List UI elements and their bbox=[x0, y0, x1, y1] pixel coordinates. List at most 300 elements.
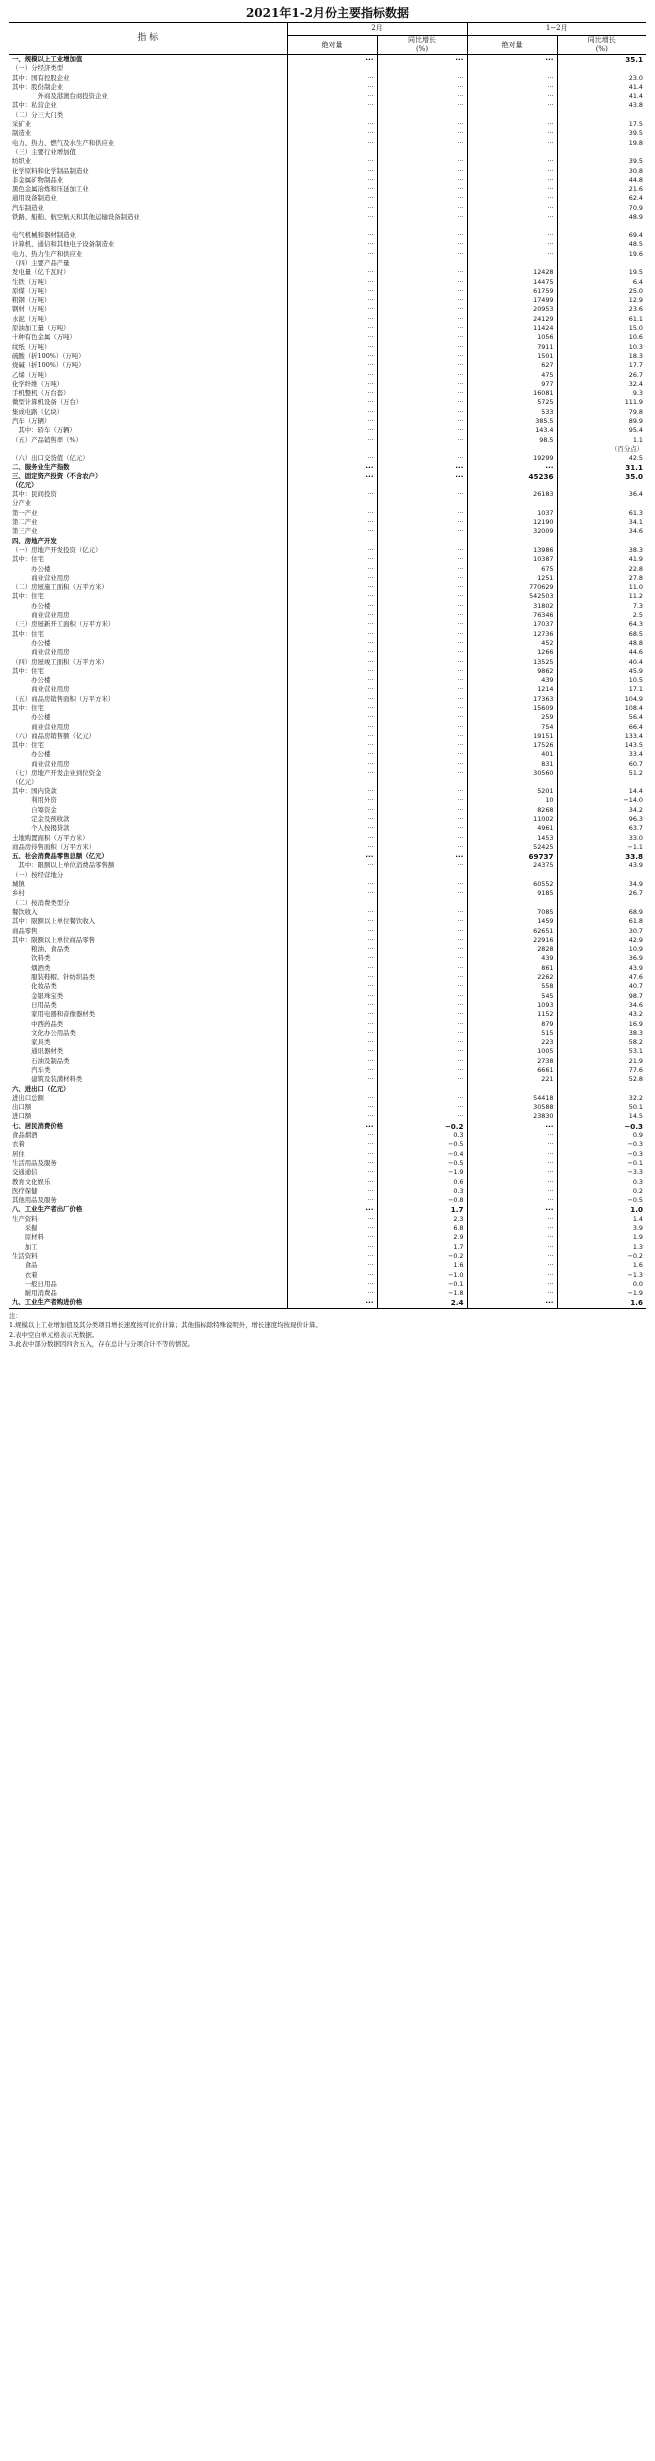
row-label: 教育文化娱乐 bbox=[9, 1178, 287, 1187]
row-value: ··· bbox=[467, 185, 557, 194]
row-value: −1.9 bbox=[377, 1168, 467, 1177]
table-row bbox=[9, 111, 646, 120]
row-value: ··· bbox=[377, 398, 467, 407]
row-value bbox=[377, 537, 467, 546]
table-row bbox=[9, 992, 646, 1001]
row-value: 76346 bbox=[467, 611, 557, 620]
row-value: 13525 bbox=[467, 658, 557, 667]
table-row bbox=[9, 964, 646, 973]
row-label: （一）按经营地分 bbox=[9, 871, 287, 880]
row-value: 50.1 bbox=[628, 1103, 643, 1112]
row-value bbox=[287, 148, 377, 157]
row-value: 31.1 bbox=[625, 462, 643, 472]
row-value: ··· bbox=[467, 1150, 557, 1159]
row-value: 10.3 bbox=[628, 342, 643, 351]
row-label: 汽车（万辆） bbox=[9, 417, 287, 426]
row-value: ··· bbox=[467, 1187, 557, 1196]
row-value: ··· bbox=[377, 611, 467, 620]
row-value: ··· bbox=[287, 760, 377, 769]
row-value: 11424 bbox=[467, 324, 557, 333]
row-value: 515 bbox=[467, 1029, 557, 1038]
row-value: 1.6 bbox=[377, 1261, 467, 1270]
table-row bbox=[9, 936, 646, 945]
row-label: 利用外资 bbox=[9, 796, 287, 805]
row-value: 38.3 bbox=[628, 1028, 643, 1037]
row-value: 39.5 bbox=[628, 129, 643, 138]
row-value: 1501 bbox=[467, 352, 557, 361]
row-value: 439 bbox=[467, 676, 557, 685]
row-label: 通讯器材类 bbox=[9, 1047, 287, 1056]
row-label: 四、房地产开发 bbox=[9, 537, 287, 546]
row-value: ··· bbox=[287, 398, 377, 407]
row-value: −1.1 bbox=[627, 842, 643, 851]
table-row bbox=[9, 695, 646, 704]
row-value: ··· bbox=[377, 555, 467, 564]
table-row bbox=[9, 769, 646, 787]
table-row bbox=[9, 806, 646, 815]
row-value: 56.4 bbox=[628, 713, 643, 722]
row-value: 66.4 bbox=[628, 722, 643, 731]
row-value: 0.0 bbox=[632, 1279, 643, 1288]
table-row bbox=[9, 750, 646, 759]
row-value: ··· bbox=[377, 296, 467, 305]
row-label: 商业营业用房 bbox=[9, 648, 287, 657]
row-value: 6.4 bbox=[632, 277, 643, 286]
row-label: 其中：民间投资 bbox=[9, 490, 287, 499]
row-label: （六）出口交货值（亿元） bbox=[9, 454, 287, 463]
row-label: （五）商品房销售面积（万平方米） bbox=[9, 695, 287, 704]
row-value: ··· bbox=[287, 602, 377, 611]
table-row bbox=[9, 371, 646, 380]
row-value: ··· bbox=[287, 927, 377, 936]
row-value: 21.9 bbox=[628, 1056, 643, 1065]
row-value: ··· bbox=[377, 704, 467, 713]
row-value: ··· bbox=[287, 1047, 377, 1056]
row-value: ··· bbox=[467, 213, 557, 231]
row-value: 385.5 bbox=[467, 417, 557, 426]
row-value: ··· bbox=[287, 472, 377, 490]
table-row bbox=[9, 1010, 646, 1019]
row-value: ··· bbox=[377, 723, 467, 732]
row-value: ··· bbox=[287, 352, 377, 361]
row-value bbox=[377, 64, 467, 73]
row-label: 办公楼 bbox=[9, 713, 287, 722]
table-row bbox=[9, 157, 646, 166]
table-row bbox=[9, 973, 646, 982]
row-value: ··· bbox=[377, 843, 467, 852]
row-label: 乡村 bbox=[9, 889, 287, 898]
table-row bbox=[9, 871, 646, 880]
row-label: 家用电器和音像器材类 bbox=[9, 1010, 287, 1019]
row-value: ··· bbox=[377, 509, 467, 518]
table-row bbox=[9, 463, 646, 472]
row-value: ··· bbox=[377, 240, 467, 249]
row-value: 1005 bbox=[467, 1047, 557, 1056]
table-row bbox=[9, 908, 646, 917]
table-row bbox=[9, 509, 646, 518]
row-value: ··· bbox=[377, 1047, 467, 1056]
row-value: 17.1 bbox=[628, 685, 643, 694]
row-value: 19.6 bbox=[628, 249, 643, 258]
table-row bbox=[9, 417, 646, 426]
row-label: 其中：轿车（万辆） bbox=[9, 426, 287, 435]
table-row bbox=[9, 1178, 646, 1187]
row-value: ··· bbox=[467, 157, 557, 166]
row-value: 13986 bbox=[467, 546, 557, 555]
row-label: 食品 bbox=[9, 1261, 287, 1270]
row-value: 12.9 bbox=[628, 296, 643, 305]
table-row bbox=[9, 565, 646, 574]
row-label: 居住 bbox=[9, 1150, 287, 1159]
row-value: 452 bbox=[467, 639, 557, 648]
row-value: 1.9 bbox=[632, 1233, 643, 1242]
row-value: ··· bbox=[377, 861, 467, 870]
row-value: ··· bbox=[377, 834, 467, 843]
row-label: 加工 bbox=[9, 1243, 287, 1252]
row-label: 铁路、船舶、航空航天和其他运输设备制造业 bbox=[9, 213, 287, 231]
row-label: （一）分经济类型 bbox=[9, 64, 287, 73]
row-value: ··· bbox=[287, 417, 377, 426]
table-row bbox=[9, 1205, 646, 1214]
row-value: 48.5 bbox=[628, 240, 643, 249]
row-value: 52.8 bbox=[628, 1075, 643, 1084]
row-value: ··· bbox=[377, 676, 467, 685]
row-value: ··· bbox=[287, 723, 377, 732]
row-value: 2738 bbox=[467, 1057, 557, 1066]
row-value: 12190 bbox=[467, 518, 557, 527]
row-value bbox=[377, 871, 467, 880]
row-value: 1152 bbox=[467, 1010, 557, 1019]
row-value: ··· bbox=[287, 769, 377, 787]
row-value: ··· bbox=[377, 685, 467, 694]
row-label: 进出口总额 bbox=[9, 1094, 287, 1103]
row-value: ··· bbox=[287, 380, 377, 389]
row-value: 34.1 bbox=[628, 518, 643, 527]
row-value: ··· bbox=[377, 917, 467, 926]
row-value: 61.3 bbox=[628, 508, 643, 517]
row-label: 第二产业 bbox=[9, 518, 287, 527]
row-value: ··· bbox=[287, 1159, 377, 1168]
row-value: 5201 bbox=[467, 787, 557, 796]
row-label: 烟酒类 bbox=[9, 964, 287, 973]
row-value: 11002 bbox=[467, 815, 557, 824]
table-row bbox=[9, 185, 646, 194]
row-value: ··· bbox=[287, 1103, 377, 1112]
row-value: −0.5 bbox=[377, 1140, 467, 1149]
row-value: 0.3 bbox=[377, 1187, 467, 1196]
row-value: ··· bbox=[377, 1010, 467, 1019]
table-row bbox=[9, 250, 646, 259]
row-label: （三）房屋新开工面积（万平方米） bbox=[9, 620, 287, 629]
row-value: ··· bbox=[467, 231, 557, 240]
table-row bbox=[9, 1001, 646, 1010]
row-value: ··· bbox=[287, 648, 377, 657]
table-row bbox=[9, 1140, 646, 1149]
row-value: 5725 bbox=[467, 398, 557, 407]
row-label: 乙烯（万吨） bbox=[9, 371, 287, 380]
row-label: 商业营业用房 bbox=[9, 685, 287, 694]
table-row bbox=[9, 101, 646, 110]
row-value: 2.3 bbox=[377, 1215, 467, 1224]
row-value: 26183 bbox=[467, 490, 557, 499]
row-value: ··· bbox=[287, 1140, 377, 1149]
table-row bbox=[9, 630, 646, 639]
row-value: ··· bbox=[287, 1261, 377, 1270]
row-value: ··· bbox=[287, 463, 377, 472]
footnote-line: 3.此表中部分数据因四舍五入，存在总计与分项合计不等的情况。 bbox=[9, 1340, 195, 1349]
row-value: 34.6 bbox=[628, 527, 643, 536]
row-value: ··· bbox=[287, 92, 377, 101]
table-row bbox=[9, 426, 646, 435]
row-value: 44.6 bbox=[628, 648, 643, 657]
table-row bbox=[9, 380, 646, 389]
row-value: 1459 bbox=[467, 917, 557, 926]
row-value: ··· bbox=[287, 1057, 377, 1066]
row-value: ··· bbox=[287, 167, 377, 176]
row-value: ··· bbox=[377, 315, 467, 324]
row-value: ··· bbox=[467, 1224, 557, 1233]
table-row bbox=[9, 343, 646, 352]
table-row bbox=[9, 1224, 646, 1233]
row-value: ··· bbox=[377, 204, 467, 213]
table-row bbox=[9, 1094, 646, 1103]
row-value: 23830 bbox=[467, 1112, 557, 1121]
row-label: 其中：国有控股企业 bbox=[9, 74, 287, 83]
row-value: ··· bbox=[287, 74, 377, 83]
row-value: ··· bbox=[287, 278, 377, 287]
feb-yoy-header bbox=[377, 36, 467, 55]
row-value: ··· bbox=[287, 852, 377, 861]
row-value: 96.3 bbox=[628, 814, 643, 823]
row-value: 27.8 bbox=[628, 573, 643, 582]
row-value: ··· bbox=[467, 101, 557, 110]
table-row bbox=[9, 583, 646, 592]
row-value: ··· bbox=[287, 518, 377, 527]
row-label: 集成电路（亿块） bbox=[9, 408, 287, 417]
row-value: ··· bbox=[287, 101, 377, 110]
row-value: ··· bbox=[287, 592, 377, 601]
table-row bbox=[9, 231, 646, 240]
row-value: 23.6 bbox=[628, 305, 643, 314]
table-row bbox=[9, 129, 646, 138]
row-value: ··· bbox=[467, 176, 557, 185]
row-label: 烧碱（折100%）（万吨） bbox=[9, 361, 287, 370]
row-value: ··· bbox=[377, 83, 467, 92]
row-value: −0.1 bbox=[627, 1158, 643, 1167]
table-row bbox=[9, 889, 646, 898]
row-value: 40.7 bbox=[628, 982, 643, 991]
row-value: ··· bbox=[467, 1280, 557, 1289]
row-value bbox=[467, 111, 557, 120]
row-value: 1.1 （百分点） bbox=[611, 435, 643, 453]
row-value: ··· bbox=[377, 463, 467, 472]
row-value: ··· bbox=[287, 1122, 377, 1131]
row-value: 11.2 bbox=[628, 592, 643, 601]
row-value: 20953 bbox=[467, 305, 557, 314]
row-value: 9185 bbox=[467, 889, 557, 898]
row-value: 68.5 bbox=[628, 629, 643, 638]
row-value: 627 bbox=[467, 361, 557, 370]
table-row bbox=[9, 824, 646, 833]
row-value: 47.6 bbox=[628, 973, 643, 982]
row-label: 七、居民消费价格 bbox=[9, 1122, 287, 1131]
row-value: 89.9 bbox=[628, 416, 643, 425]
row-label: 分产业 bbox=[9, 499, 287, 508]
row-value: ··· bbox=[377, 287, 467, 296]
row-value: ··· bbox=[287, 945, 377, 954]
row-value bbox=[287, 899, 377, 908]
table-row bbox=[9, 1112, 646, 1121]
table-row bbox=[9, 1066, 646, 1075]
row-value: 17.5 bbox=[628, 120, 643, 129]
row-value: 23.0 bbox=[628, 73, 643, 82]
row-value: ··· bbox=[377, 352, 467, 361]
row-value: 754 bbox=[467, 723, 557, 732]
row-label: 土地购置面积（万平方米） bbox=[9, 834, 287, 843]
row-value: 21.6 bbox=[628, 185, 643, 194]
row-value: ··· bbox=[467, 1298, 557, 1308]
table-row bbox=[9, 537, 646, 546]
row-value: ··· bbox=[287, 565, 377, 574]
table-row bbox=[9, 843, 646, 852]
table-row bbox=[9, 732, 646, 741]
row-value: ··· bbox=[287, 704, 377, 713]
row-value: ··· bbox=[377, 620, 467, 629]
row-label: 电力、热力、燃气及水生产和供应业 bbox=[9, 139, 287, 148]
footnote-line: 1.规模以上工业增加值及其分类项目增长速度按可比价计算；其他指标除特殊说明外，增长速度均按现价计算。 bbox=[9, 1321, 322, 1330]
row-value: ··· bbox=[377, 954, 467, 963]
row-value: ··· bbox=[287, 1289, 377, 1298]
row-value: 8268 bbox=[467, 806, 557, 815]
row-label: 三、固定资产投资（不含农户） （亿元） bbox=[9, 472, 287, 490]
row-value: ··· bbox=[287, 1020, 377, 1029]
row-value: ··· bbox=[377, 927, 467, 936]
row-label: 商业营业用房 bbox=[9, 611, 287, 620]
row-value: ··· bbox=[287, 861, 377, 870]
table-row bbox=[9, 546, 646, 555]
row-label: 衣着 bbox=[9, 1271, 287, 1280]
row-value: ··· bbox=[377, 639, 467, 648]
row-value: ··· bbox=[377, 1020, 467, 1029]
row-value bbox=[557, 899, 646, 908]
row-label: 原油加工量（万吨） bbox=[9, 324, 287, 333]
row-value: ··· bbox=[287, 1094, 377, 1103]
row-value: ··· bbox=[377, 750, 467, 759]
table-row bbox=[9, 1150, 646, 1159]
row-value: ··· bbox=[377, 1066, 467, 1075]
row-value: 52425 bbox=[467, 843, 557, 852]
row-label: 服装鞋帽、针纺织品类 bbox=[9, 973, 287, 982]
table-row bbox=[9, 333, 646, 342]
row-value: ··· bbox=[287, 1168, 377, 1177]
row-value bbox=[287, 537, 377, 546]
row-value: 34.2 bbox=[628, 805, 643, 814]
table-row bbox=[9, 1196, 646, 1205]
row-value: 1453 bbox=[467, 834, 557, 843]
row-value: ··· bbox=[377, 268, 467, 277]
row-value: 30.8 bbox=[628, 166, 643, 175]
table-row bbox=[9, 852, 646, 861]
row-value: 401 bbox=[467, 750, 557, 759]
feb-abs-header: 绝对量 bbox=[287, 36, 377, 55]
row-value: ··· bbox=[287, 139, 377, 148]
table-row bbox=[9, 240, 646, 249]
row-value: −14.0 bbox=[623, 796, 643, 805]
row-value: 0.6 bbox=[377, 1178, 467, 1187]
row-value: ··· bbox=[377, 908, 467, 917]
row-value: ··· bbox=[287, 732, 377, 741]
row-value: ··· bbox=[287, 889, 377, 898]
table-row bbox=[9, 120, 646, 129]
row-value: ··· bbox=[287, 574, 377, 583]
row-value: 15.0 bbox=[628, 324, 643, 333]
row-label: 其中：股份制企业 bbox=[9, 83, 287, 92]
indicator-table bbox=[9, 22, 646, 1309]
row-label: 第一产业 bbox=[9, 509, 287, 518]
row-label: 生活资料 bbox=[9, 1252, 287, 1261]
row-value: ··· bbox=[287, 1233, 377, 1242]
row-value: 12428 bbox=[467, 268, 557, 277]
row-value: 61.1 bbox=[628, 314, 643, 323]
row-label: 原材料 bbox=[9, 1233, 287, 1242]
row-value bbox=[377, 259, 467, 268]
row-label: 耐用消费品 bbox=[9, 1289, 287, 1298]
row-value: ··· bbox=[287, 1075, 377, 1084]
table-row bbox=[9, 64, 646, 73]
table-row bbox=[9, 1103, 646, 1112]
row-value: ··· bbox=[377, 518, 467, 527]
row-value: ··· bbox=[377, 176, 467, 185]
table-row bbox=[9, 55, 646, 65]
table-row bbox=[9, 1057, 646, 1066]
row-value: ··· bbox=[377, 695, 467, 704]
row-value: 1266 bbox=[467, 648, 557, 657]
row-label: 水泥（万吨） bbox=[9, 315, 287, 324]
row-value: −0.2 bbox=[377, 1122, 467, 1131]
row-value: ··· bbox=[377, 760, 467, 769]
row-value: ··· bbox=[377, 1029, 467, 1038]
row-value: ··· bbox=[287, 185, 377, 194]
row-value: ··· bbox=[287, 1010, 377, 1019]
row-value: 0.2 bbox=[632, 1186, 643, 1195]
row-value: 32.4 bbox=[628, 379, 643, 388]
row-value: 40.4 bbox=[628, 657, 643, 666]
table-row bbox=[9, 278, 646, 287]
row-value: ··· bbox=[287, 964, 377, 973]
row-value bbox=[557, 871, 646, 880]
row-value bbox=[467, 148, 557, 157]
row-value: ··· bbox=[467, 1289, 557, 1298]
row-value: 9.3 bbox=[632, 389, 643, 398]
row-value: ··· bbox=[287, 1150, 377, 1159]
row-label: 金银珠宝类 bbox=[9, 992, 287, 1001]
row-label: 通用设备制造业 bbox=[9, 194, 287, 203]
row-value: 70.9 bbox=[628, 203, 643, 212]
row-value: ··· bbox=[467, 1122, 557, 1131]
row-value bbox=[287, 111, 377, 120]
row-value: 133.4 bbox=[624, 731, 643, 740]
row-value: 17526 bbox=[467, 741, 557, 750]
row-value: ··· bbox=[377, 992, 467, 1001]
row-value: −1.3 bbox=[627, 1270, 643, 1279]
row-value: ··· bbox=[377, 194, 467, 203]
table-row bbox=[9, 1122, 646, 1131]
row-label: 其中：住宅 bbox=[9, 667, 287, 676]
row-value: ··· bbox=[287, 204, 377, 213]
row-value: 34.9 bbox=[628, 880, 643, 889]
row-label: 其中：住宅 bbox=[9, 741, 287, 750]
row-value: ··· bbox=[287, 908, 377, 917]
